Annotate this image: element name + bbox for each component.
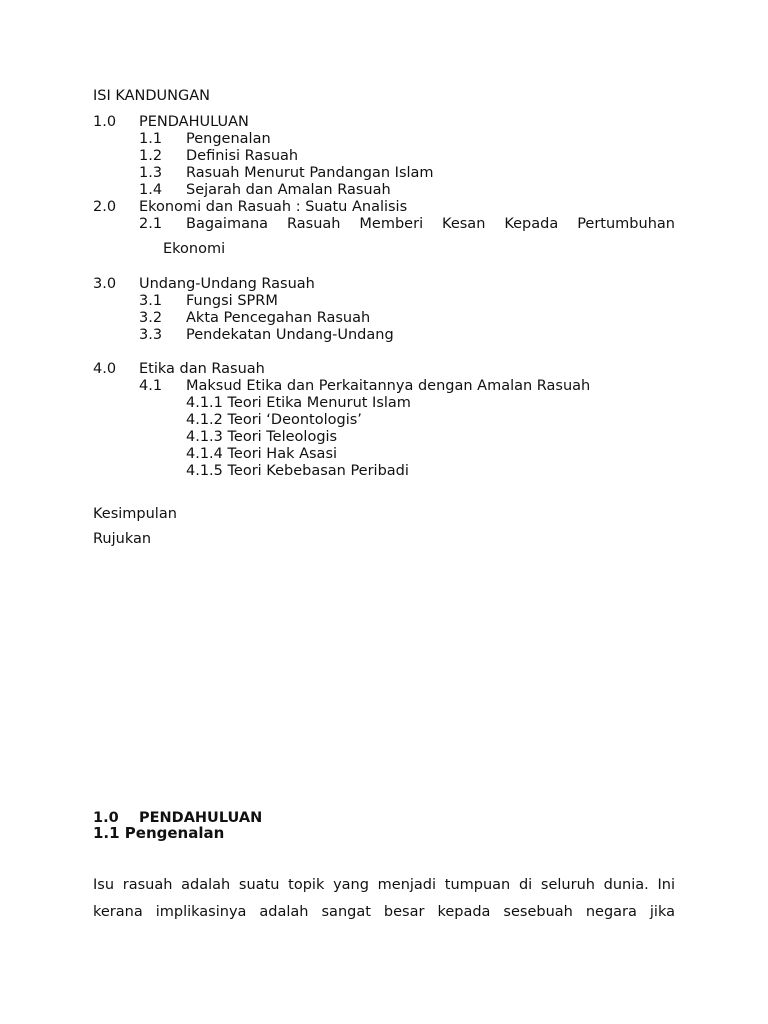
toc-entry-label: Akta Pencegahan Rasuah: [186, 310, 371, 326]
subsection-heading: 1.1 Pengenalan: [93, 824, 225, 842]
paragraph-line: Isu rasuah adalah suatu topik yang menjadi tumpuan di seluruh dunia. Ini: [93, 877, 675, 893]
toc-entry-4-1-1: 4.1.1 Teori Etika Menurut Islam: [186, 395, 411, 411]
toc-entry-rujukan: Rujukan: [93, 531, 152, 547]
toc-entry-label: Rasuah Menurut Pandangan Islam: [186, 165, 434, 181]
toc-entry-2-1-continuation: Ekonomi: [163, 241, 226, 257]
toc-entry-label: Definisi Rasuah: [186, 148, 299, 164]
toc-entry-4-1-2: 4.1.2 Teori ‘Deontologis’: [186, 412, 362, 428]
paragraph-line: kerana implikasinya adalah sangat besar kepada sesebuah negara jika: [93, 904, 675, 920]
toc-entry-number: 4.1: [139, 378, 163, 394]
toc-entry-4-1-4: 4.1.4 Teori Hak Asasi: [186, 446, 338, 462]
toc-entry-number: 2.1: [139, 216, 163, 232]
word: Pertumbuhan: [577, 216, 675, 232]
word: Kesan: [442, 216, 486, 232]
word: Rasuah: [287, 216, 341, 232]
toc-entry-kesimpulan: Kesimpulan: [93, 506, 177, 522]
word: Memberi: [359, 216, 424, 232]
toc-entry-label: Ekonomi dan Rasuah : Suatu Analisis: [139, 199, 408, 215]
toc-entry-number: 3.1: [139, 293, 163, 309]
toc-entry-number: 4.0: [93, 361, 117, 377]
toc-entry-label: Etika dan Rasuah: [139, 361, 265, 377]
toc-entry-label: Maksud Etika dan Perkaitannya dengan Amalan Rasuah: [186, 378, 591, 394]
section-title: PENDAHULUAN: [139, 810, 263, 826]
toc-entry-4-1-5: 4.1.5 Teori Kebebasan Peribadi: [186, 463, 409, 479]
toc-entry-number: 1.3: [139, 165, 163, 181]
toc-entry-label: Fungsi SPRM: [186, 293, 278, 309]
word: Kepada: [504, 216, 559, 232]
toc-entry-number: 1.2: [139, 148, 163, 164]
toc-entry-number: 3.2: [139, 310, 163, 326]
toc-entry-label: PENDAHULUAN: [139, 114, 249, 130]
toc-entry-label: Undang-Undang Rasuah: [139, 276, 315, 292]
toc-entry-number: 1.4: [139, 182, 163, 198]
toc-entry-number: 3.3: [139, 327, 163, 343]
section-number: 1.0: [93, 810, 119, 826]
toc-entry-label: Pendekatan Undang-Undang: [186, 327, 394, 343]
toc-entry-label: Sejarah dan Amalan Rasuah: [186, 182, 391, 198]
toc-title: ISI KANDUNGAN: [93, 88, 211, 104]
toc-entry-number: 2.0: [93, 199, 117, 215]
toc-entry-number: 1.1: [139, 131, 163, 147]
toc-entry-label: [186, 215, 675, 233]
toc-entry-number: 3.0: [93, 276, 117, 292]
word: Bagaimana: [186, 216, 269, 232]
toc-entry-label: Pengenalan: [186, 131, 271, 147]
toc-entry-number: 1.0: [93, 114, 117, 130]
toc-entry-4-1-3: 4.1.3 Teori Teleologis: [186, 429, 338, 445]
